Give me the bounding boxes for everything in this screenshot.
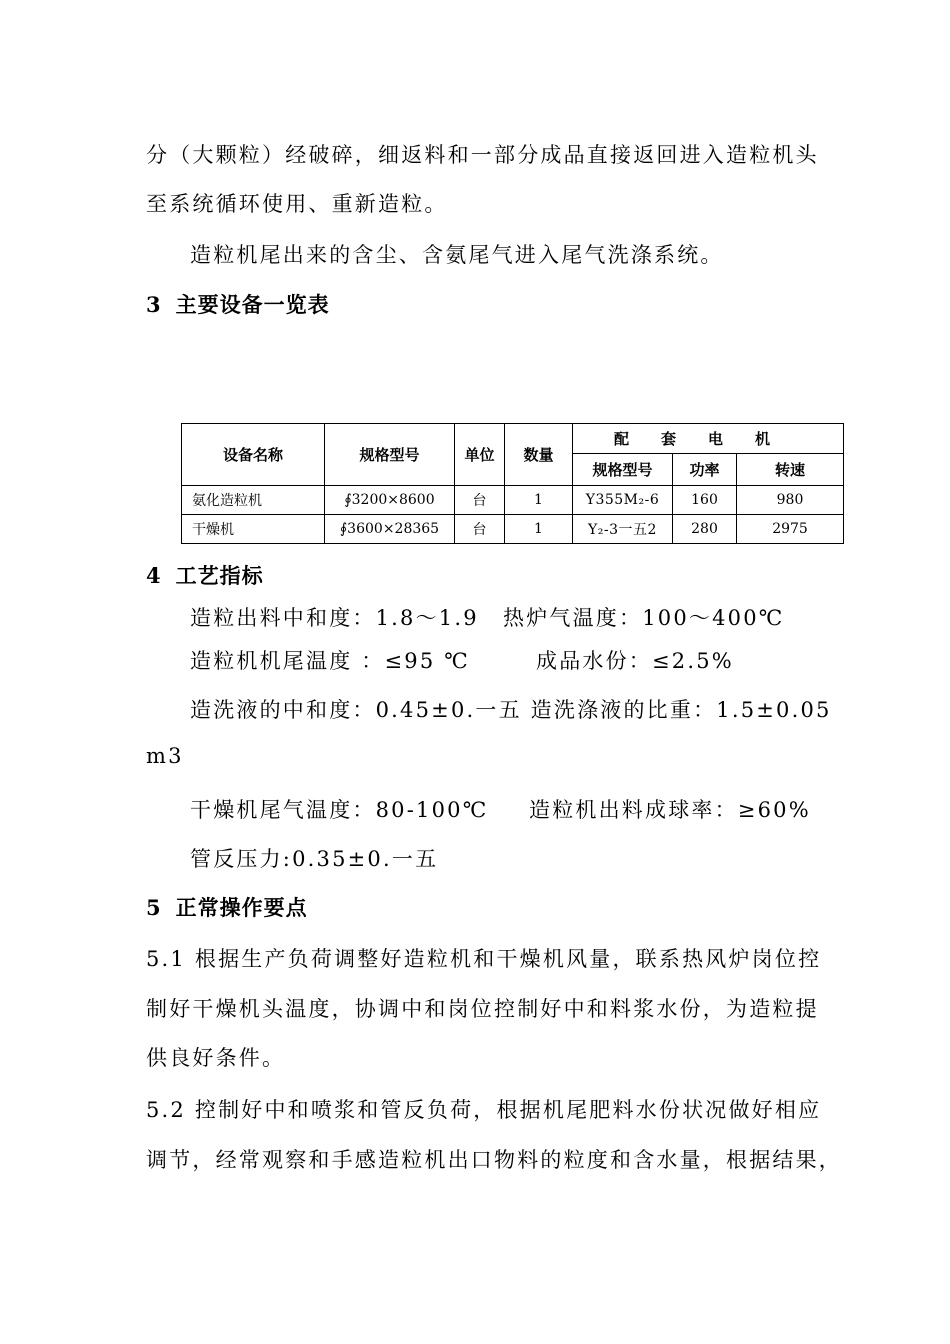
section-title: 工艺指标: [175, 564, 264, 588]
section-heading-3: [146, 289, 330, 319]
header-motor: 配套电机: [573, 424, 844, 454]
header-motor-spec: 规格型号: [573, 454, 673, 486]
indicator-line: 造粒出料中和度：1.8～1.9: [190, 606, 479, 630]
cell-motor-spec: Y₂-3一五2: [573, 515, 673, 544]
cell-speed: 980: [737, 486, 844, 515]
equipment-table: [181, 423, 844, 544]
indicator-line: 造洗液的中和度：0.45±0.一五 造洗涤液的比重：1.5±0.05: [190, 698, 832, 722]
indicator-line: 热炉气温度：100～400℃: [503, 606, 785, 630]
paragraph-line: 制好干燥机头温度，协调中和岗位控制好中和料浆水份，为造粒提: [146, 997, 819, 1021]
paragraph-line: 5.2 控制好中和喷浆和管反负荷，根据机尾肥料水份状况做好相应: [146, 1098, 822, 1122]
indicator-line: 管反压力:0.35±0.一五: [190, 847, 439, 871]
section-title: 主要设备一览表: [175, 293, 330, 317]
paragraph-line: 造粒机尾出来的含尘、含氨尾气进入尾气洗涤系统。: [190, 243, 724, 267]
cell-name: 干燥机: [182, 515, 325, 544]
indicator-line: 成品水份：≤2.5%: [536, 649, 734, 673]
header-spec: 规格型号: [325, 424, 455, 486]
cell-qty: 1: [505, 486, 573, 515]
cell-unit: 台: [455, 515, 505, 544]
paragraph-line: 分（大颗粒）经破碎，细返料和一部分成品直接返回进入造粒机头: [146, 143, 819, 167]
cell-qty: 1: [505, 515, 573, 544]
indicator-line: 造粒机出料成球率：≥60%: [529, 798, 811, 822]
cell-spec: ∮3600×28365: [325, 515, 455, 544]
section-heading-5: [146, 892, 308, 922]
cell-power: 160: [673, 486, 737, 515]
cell-unit: 台: [455, 486, 505, 515]
section-heading-4: [146, 560, 264, 590]
cell-name: 氨化造粒机: [182, 486, 325, 515]
paragraph-line: 供良好条件。: [146, 1046, 286, 1070]
header-unit: 单位: [455, 424, 505, 486]
indicator-line: 造粒机机尾温度 ：≤95 ℃: [190, 649, 470, 673]
indicator-line: m3: [146, 744, 184, 768]
paragraph-line: 至系统循环使用、重新造粒。: [146, 192, 448, 216]
header-power: 功率: [673, 454, 737, 486]
section-number: 3: [146, 292, 162, 317]
section-number: 4: [146, 563, 162, 588]
cell-spec: ∮3200×8600: [325, 486, 455, 515]
header-speed: 转速: [737, 454, 844, 486]
indicator-line: 干燥机尾气温度：80-100℃: [190, 798, 489, 822]
table-header-row: [182, 424, 844, 454]
table-row: [182, 486, 844, 515]
header-quantity: 数量: [505, 424, 573, 486]
section-title: 正常操作要点: [175, 896, 308, 920]
cell-motor-spec: Y355M₂-6: [573, 486, 673, 515]
paragraph-line: 5.1 根据生产负荷调整好造粒机和干燥机风量，联系热风炉岗位控: [146, 947, 822, 971]
paragraph-line: 调节，经常观察和手感造粒机出口物料的粒度和含水量，根据结果，: [146, 1148, 842, 1172]
cell-speed: 2975: [737, 515, 844, 544]
section-number: 5: [146, 895, 162, 920]
cell-power: 280: [673, 515, 737, 544]
header-equipment-name: 设备名称: [182, 424, 325, 486]
table-row: [182, 515, 844, 544]
